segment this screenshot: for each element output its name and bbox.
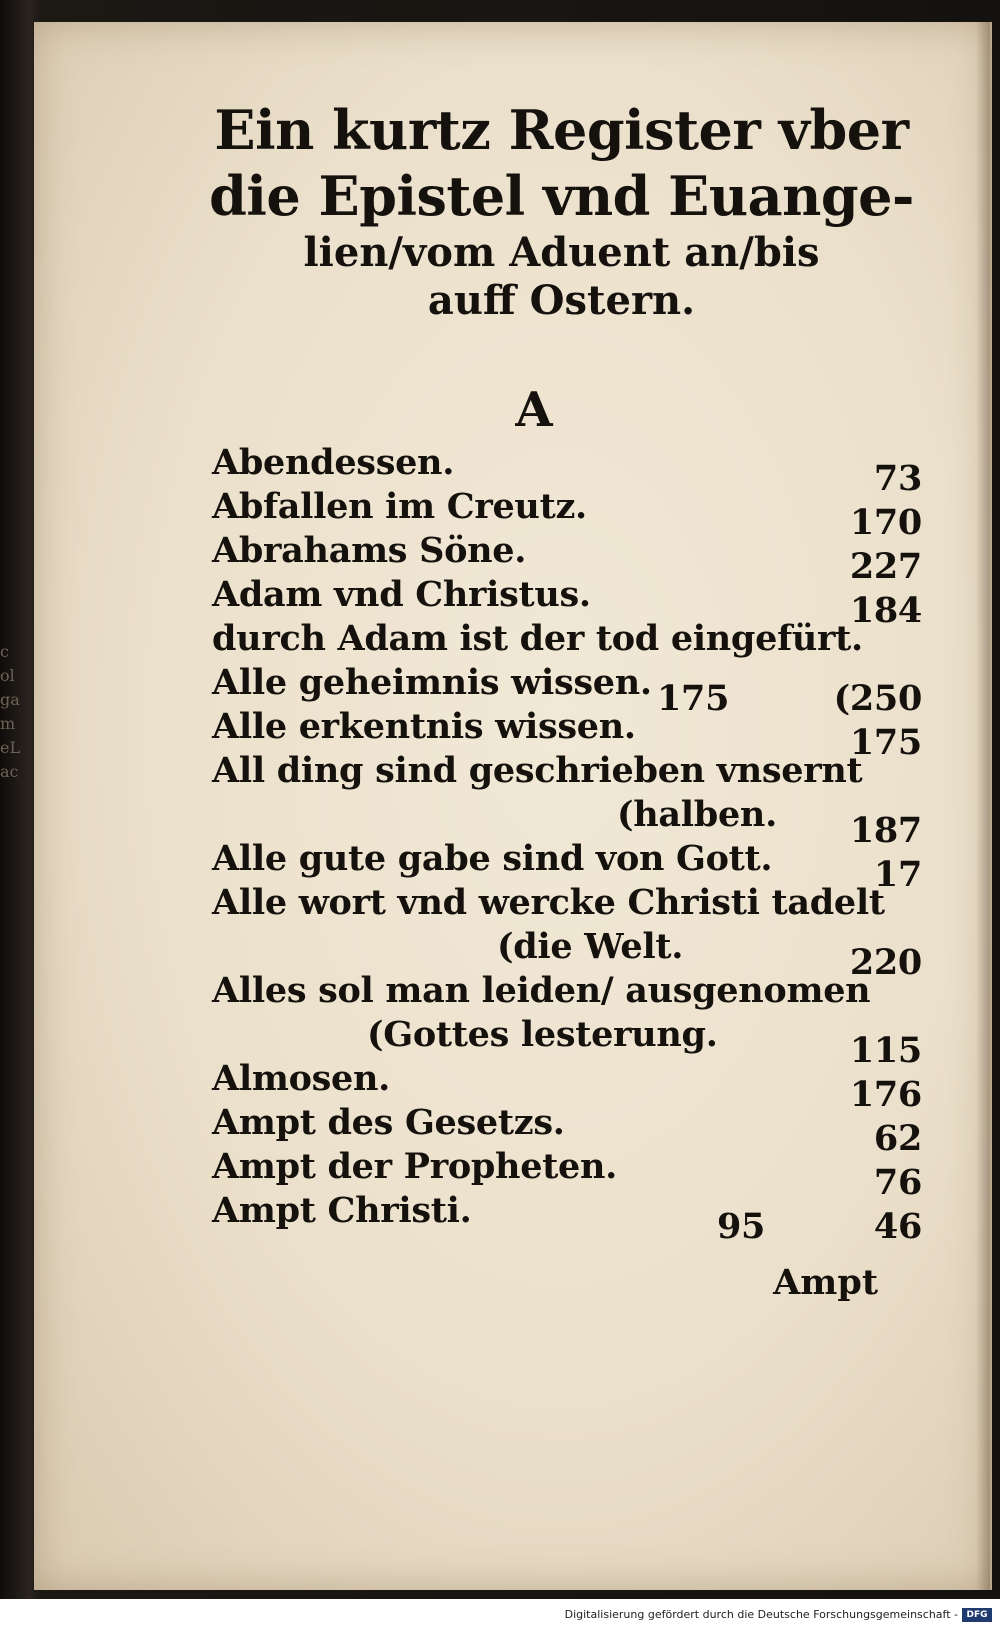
fragment: m [0, 714, 16, 733]
entry-term: Ampt des Gesetzs. [212, 1102, 565, 1143]
list-item [212, 1102, 922, 1159]
fragment: eL [0, 738, 21, 757]
footer-credit: Digitalisierung gefördert durch die Deutsche Forschungsgemeinschaft - [564, 1608, 958, 1621]
entry-term-continuation: (halben. [617, 794, 777, 835]
entry-term: Abendessen. [212, 442, 455, 483]
entry-page: 176 [849, 1074, 922, 1115]
entry-term: Alle wort vnd wercke Christi tadelt [212, 882, 885, 923]
register-list [212, 442, 922, 1247]
section-letter: A [515, 382, 553, 438]
list-item [212, 530, 922, 587]
digitization-footer [0, 1599, 1000, 1627]
list-item [212, 574, 922, 631]
entry-page: 184 [849, 590, 922, 631]
title-line-4: auff Ostern. [427, 277, 696, 324]
entry-page: 227 [849, 546, 922, 587]
entry-page-2: (250 [833, 678, 922, 719]
list-item [212, 486, 922, 543]
title-line-1: Ein kurtz Register vber [214, 98, 909, 162]
dfg-logo-icon: DFG [962, 1608, 992, 1622]
entry-page: 17 [873, 854, 922, 895]
entry-page: 187 [849, 810, 922, 851]
list-item [212, 706, 922, 763]
entry-term: Ampt der Propheten. [212, 1146, 618, 1187]
entry-page: 220 [849, 942, 922, 983]
entry-page: 76 [873, 1162, 922, 1203]
list-item [212, 794, 922, 851]
list-item [212, 618, 922, 662]
book-page [34, 22, 990, 1590]
entry-page: 46 [873, 1206, 922, 1247]
entry-term: Abfallen im Creutz. [212, 486, 587, 527]
title-line-3: lien/vom Aduent an/bis [303, 229, 820, 276]
fragment: ol [0, 666, 15, 685]
entry-term: Almosen. [212, 1058, 391, 1099]
list-item [212, 1190, 922, 1247]
list-item [212, 1058, 922, 1115]
entry-term: durch Adam ist der tod eingefürt. [212, 618, 863, 659]
entry-page: 62 [873, 1118, 922, 1159]
entry-page: 175 [849, 722, 922, 763]
entry-term: Alle erkentnis wissen. [212, 706, 636, 747]
entry-term-continuation: (die Welt. [497, 926, 684, 967]
list-item [212, 882, 922, 926]
entry-term-continuation: (Gottes lesterung. [367, 1014, 718, 1055]
list-item [212, 662, 922, 719]
entry-term: Ampt Christi. [212, 1190, 472, 1231]
fragment: ac [0, 762, 19, 781]
facing-page-edge [0, 640, 34, 840]
entry-term: All ding sind geschrieben vnsernt [212, 750, 863, 791]
entry-term: Alle gute gabe sind von Gott. [212, 838, 773, 879]
entry-page: 73 [873, 458, 922, 499]
entry-term: Abrahams Söne. [212, 530, 527, 571]
list-item [212, 970, 922, 1014]
entry-term: Alle geheimnis wissen. [212, 662, 652, 703]
list-item [212, 750, 922, 794]
entry-term: Adam vnd Christus. [212, 574, 591, 615]
list-item [212, 926, 922, 983]
list-item [212, 838, 922, 895]
fragment: ga [0, 690, 20, 709]
list-item [212, 1014, 922, 1071]
fragment: c [0, 642, 9, 661]
entry-page: 175 [657, 678, 730, 719]
page-title [209, 97, 914, 325]
entry-page: 115 [849, 1030, 922, 1071]
list-item [212, 1146, 922, 1203]
catchword: Ampt [773, 1262, 878, 1303]
entry-term: Alles sol man leiden/ ausgenomen [212, 970, 871, 1011]
entry-page-2: 95 [717, 1206, 766, 1247]
title-line-2: die Epistel vnd Euange- [209, 164, 914, 228]
entry-page: 170 [849, 502, 922, 543]
list-item [212, 442, 922, 499]
